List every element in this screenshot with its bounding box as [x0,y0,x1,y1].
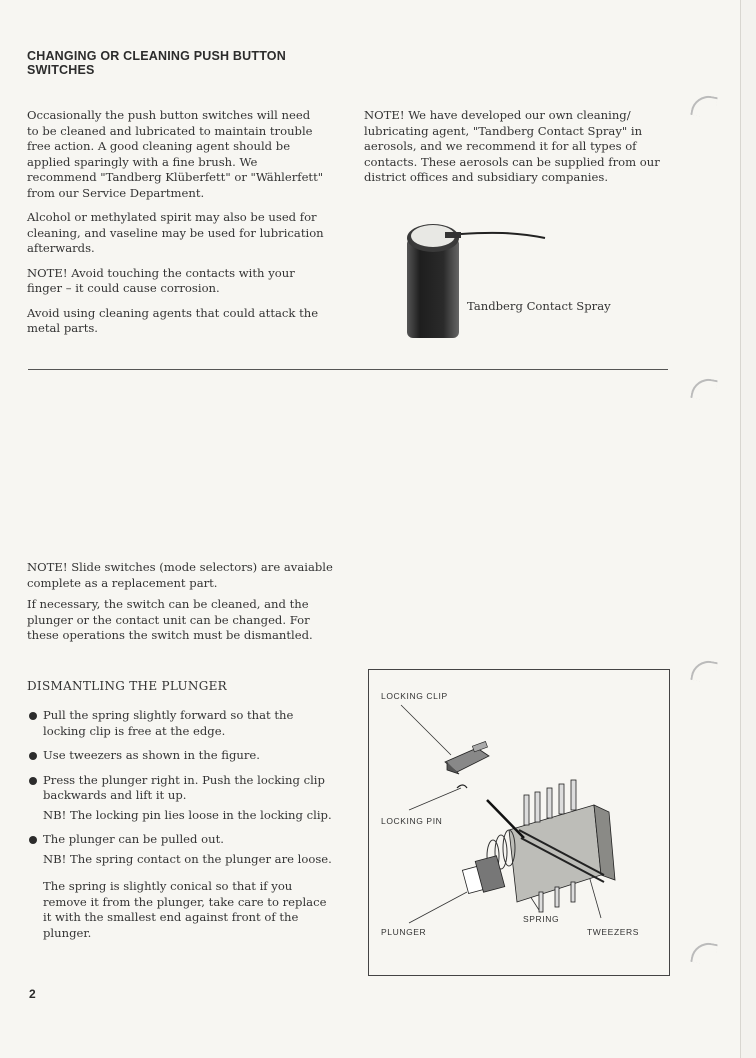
section-divider [28,369,668,370]
list-item [29,773,334,824]
bullet-icon [29,752,37,760]
spray-caption: Tandberg Contact Spray [467,299,611,313]
step-text: The plunger can be pulled out. [43,832,224,846]
note-paragraph: NOTE! Slide switches (mode selectors) are avaiable complete as a replacement part. [27,560,333,590]
label-tweezers: TWEEZERS [587,927,640,937]
bullet-icon [29,836,37,844]
bullet-icon [29,712,37,720]
label-spring: SPRING [523,914,560,924]
paragraph: Avoid using cleaning agents that could attack the metal parts. [27,305,319,335]
step-text: Use tweezers as shown in the figure. [43,748,260,762]
list-item [29,832,334,867]
nb-note: NB! The locking pin lies loose in the locking clip. [43,807,332,822]
list-item [29,748,334,764]
slide-switch-notes [27,560,333,653]
paragraph: Alcohol or methylated spirit may also be used for cleaning, and vaseline may be used for lubrication afterwards. [27,210,324,255]
page-number: 2 [29,987,36,1001]
label-locking-pin: LOCKING PIN [381,816,443,826]
closing-paragraph: The spring is slightly conical so that if you remove it from the plunger, take care to replace it with the smallest end against front of the plunger. [43,879,327,940]
section-heading-push-button: CHANGING OR CLEANING PUSH BUTTON SWITCHES [27,49,286,77]
label-plunger: PLUNGER [381,927,427,937]
plunger-figure [368,669,670,976]
binder-hole-mark [690,940,717,966]
binder-hole-mark [690,658,717,684]
paragraph: If necessary, the switch can be cleaned, and the plunger or the contact unit can be changed. For these operations the switch must be dismantled. [27,597,313,642]
nb-note: NB! The spring contact on the plunger are loose. [43,851,332,866]
binder-hole-mark [690,376,717,402]
label-locking-clip: LOCKING CLIP [381,691,448,701]
dismantling-steps [29,708,334,950]
note-paragraph: NOTE! Avoid touching the contacts with your finger – it could cause corrosion. [27,265,295,295]
list-item [29,708,334,739]
step-text: Pull the spring slightly forward so that the locking clip is free at the edge. [43,708,294,738]
step-text: Press the plunger right in. Push the locking clip backwards and lift it up. [43,772,325,802]
cleaning-instructions [27,108,325,346]
contact-spray-note: NOTE! We have developed our own cleaning/ lubricating agent, "Tandberg Contact Spray" in aerosols, and we recommend it for all types of contacts. These aerosols can be supplied from our district offices and subsidiary companies. [364,108,660,184]
binder-hole-mark [690,93,717,119]
section-heading-dismantling: DISMANTLING THE PLUNGER [27,679,227,693]
bullet-icon [29,777,37,785]
spray-can-illustration [395,210,555,345]
bullet-list [29,708,334,867]
paragraph: Occasionally the push button switches will need to be cleaned and lubricated to maintain trouble free action. A good cleaning agent should be applied sparingly with a fine brush. We recommend "Tandberg Klüberfett" or "Wählerfett" from our Service Department. [27,108,324,200]
